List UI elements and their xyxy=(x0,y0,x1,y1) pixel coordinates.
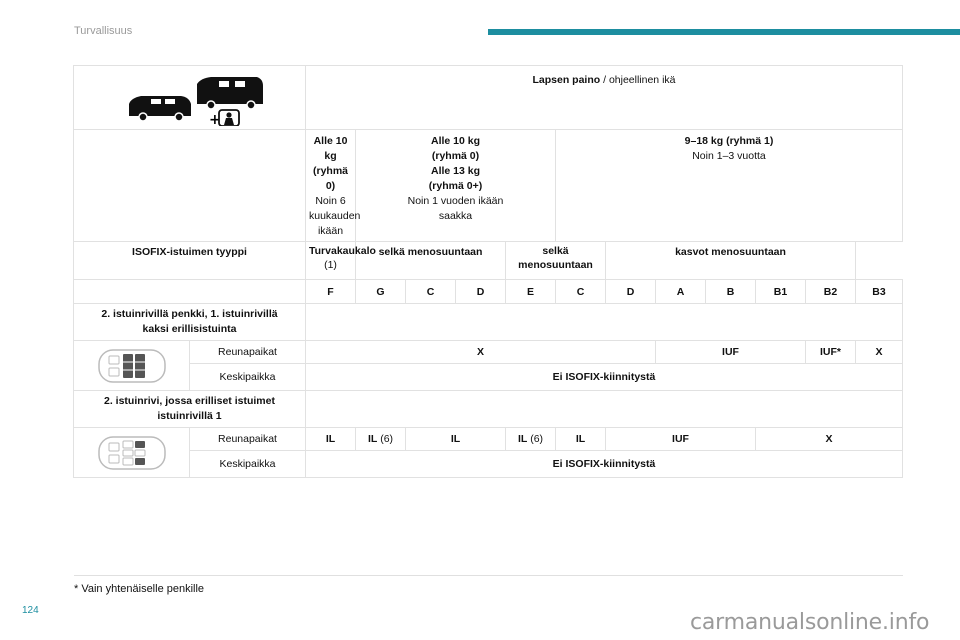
rear-facing-header-2 xyxy=(506,242,606,280)
seat-layout-cell xyxy=(74,341,190,391)
section-2-title-line-1: 2. istuinrivi, jossa erilliset istuimet xyxy=(104,395,275,407)
van-child-seat-icon xyxy=(115,70,265,126)
size-class-cell: D xyxy=(456,280,506,304)
section-1-title-line-1: 2. istuinrivillä penkki, 1. istuinrivillä xyxy=(101,308,278,320)
group-1-header xyxy=(556,130,903,242)
svg-text:+: + xyxy=(208,111,221,126)
empty-cell xyxy=(74,130,306,242)
group-0plus-name-a: (ryhmä 0) xyxy=(431,150,480,162)
value-cell: X xyxy=(756,428,903,451)
size-class-cell: B3 xyxy=(856,280,903,304)
value-cell: IUF xyxy=(606,428,756,451)
value-note: (6) xyxy=(527,433,544,445)
group-0plus-weight-b: Alle 13 kg xyxy=(430,165,481,177)
vehicle-icons-cell xyxy=(74,66,306,130)
section-2-title-line-2: istuinrivillä 1 xyxy=(157,410,222,422)
carrycot-header xyxy=(306,242,376,280)
value-text: IL xyxy=(367,433,378,445)
group-0-header xyxy=(306,130,361,242)
footnote-divider xyxy=(74,575,903,576)
group-1-age: Noin 1–3 vuotta xyxy=(692,150,766,162)
carrycot-label: Turvakaukalo xyxy=(309,245,376,257)
middle-seat-label: Keskipaikka xyxy=(190,364,306,391)
size-class-cell: B1 xyxy=(756,280,806,304)
group-0plus-name-b: (ryhmä 0+) xyxy=(428,180,483,192)
section-2-title xyxy=(74,391,306,428)
size-class-cell: A xyxy=(656,280,706,304)
watermark: carmanualsonline.info xyxy=(690,610,930,635)
footnote: * Vain yhtenäiselle penkille xyxy=(74,583,205,595)
empty-cell xyxy=(74,280,306,304)
isofix-table xyxy=(73,65,903,478)
value-text: IL xyxy=(517,433,528,445)
indicative-age-label: / ohjeellinen ikä xyxy=(600,74,676,86)
size-class-cell: E xyxy=(506,280,556,304)
forward-facing-header: kasvot menosuuntaan xyxy=(606,242,856,280)
value-cell: X xyxy=(856,341,903,364)
outer-seats-label: Reunapaikat xyxy=(190,428,306,451)
seat-layout-separate-icon xyxy=(97,433,167,473)
seat-layout-cell xyxy=(74,428,190,478)
value-cell xyxy=(356,428,406,451)
group-0plus-age-1: Noin 1 vuoden ikään xyxy=(407,195,504,207)
middle-seat-label: Keskipaikka xyxy=(190,451,306,478)
group-0-name: (ryhmä 0) xyxy=(312,165,348,192)
no-isofix-cell: Ei ISOFIX-kiinnitystä xyxy=(306,364,903,391)
value-cell: IUF* xyxy=(806,341,856,364)
rear-facing-header-1: selkä menosuuntaan xyxy=(356,242,506,280)
rear-facing-label-1: selkä xyxy=(542,245,569,257)
size-class-cell: C xyxy=(406,280,456,304)
group-0plus-header xyxy=(356,130,556,242)
isofix-type-label: ISOFIX-istuimen tyyppi xyxy=(74,242,306,280)
size-class-cell: G xyxy=(356,280,406,304)
group-1-weight: 9–18 kg (ryhmä 1) xyxy=(684,135,774,147)
group-0-weight: Alle 10 kg xyxy=(313,135,348,162)
empty-cell xyxy=(306,304,903,341)
outer-seats-label: Reunapaikat xyxy=(190,341,306,364)
size-class-cell: F xyxy=(306,280,356,304)
seat-layout-bench-icon xyxy=(97,346,167,386)
size-class-cell: B2 xyxy=(806,280,856,304)
value-note: (6) xyxy=(377,433,394,445)
no-isofix-cell: Ei ISOFIX-kiinnitystä xyxy=(306,451,903,478)
group-0plus-weight-a: Alle 10 kg xyxy=(430,135,481,147)
size-class-cell: D xyxy=(606,280,656,304)
value-cell: IL xyxy=(406,428,506,451)
section-1-title xyxy=(74,304,306,341)
value-cell xyxy=(506,428,556,451)
value-cell: IL xyxy=(306,428,356,451)
section-title: Turvallisuus xyxy=(74,25,133,37)
empty-cell xyxy=(306,391,903,428)
section-1-title-line-2: kaksi erillisistuinta xyxy=(142,323,237,335)
size-class-cell: B xyxy=(706,280,756,304)
page-number: 124 xyxy=(22,605,39,616)
carrycot-note: (1) xyxy=(324,259,337,271)
value-cell: X xyxy=(306,341,656,364)
child-weight-label: Lapsen paino xyxy=(532,74,601,86)
group-0-age-3: ikään xyxy=(317,225,344,237)
rear-facing-label-2: menosuuntaan xyxy=(518,259,593,271)
header-accent-bar xyxy=(488,29,960,35)
size-class-cell: C xyxy=(556,280,606,304)
value-cell: IUF xyxy=(656,341,806,364)
group-0-age-2: kuukauden xyxy=(309,210,361,222)
child-weight-header xyxy=(306,66,903,130)
group-0plus-age-2: saakka xyxy=(438,210,473,222)
group-0-age-1: Noin 6 xyxy=(315,195,346,207)
value-cell: IL xyxy=(556,428,606,451)
